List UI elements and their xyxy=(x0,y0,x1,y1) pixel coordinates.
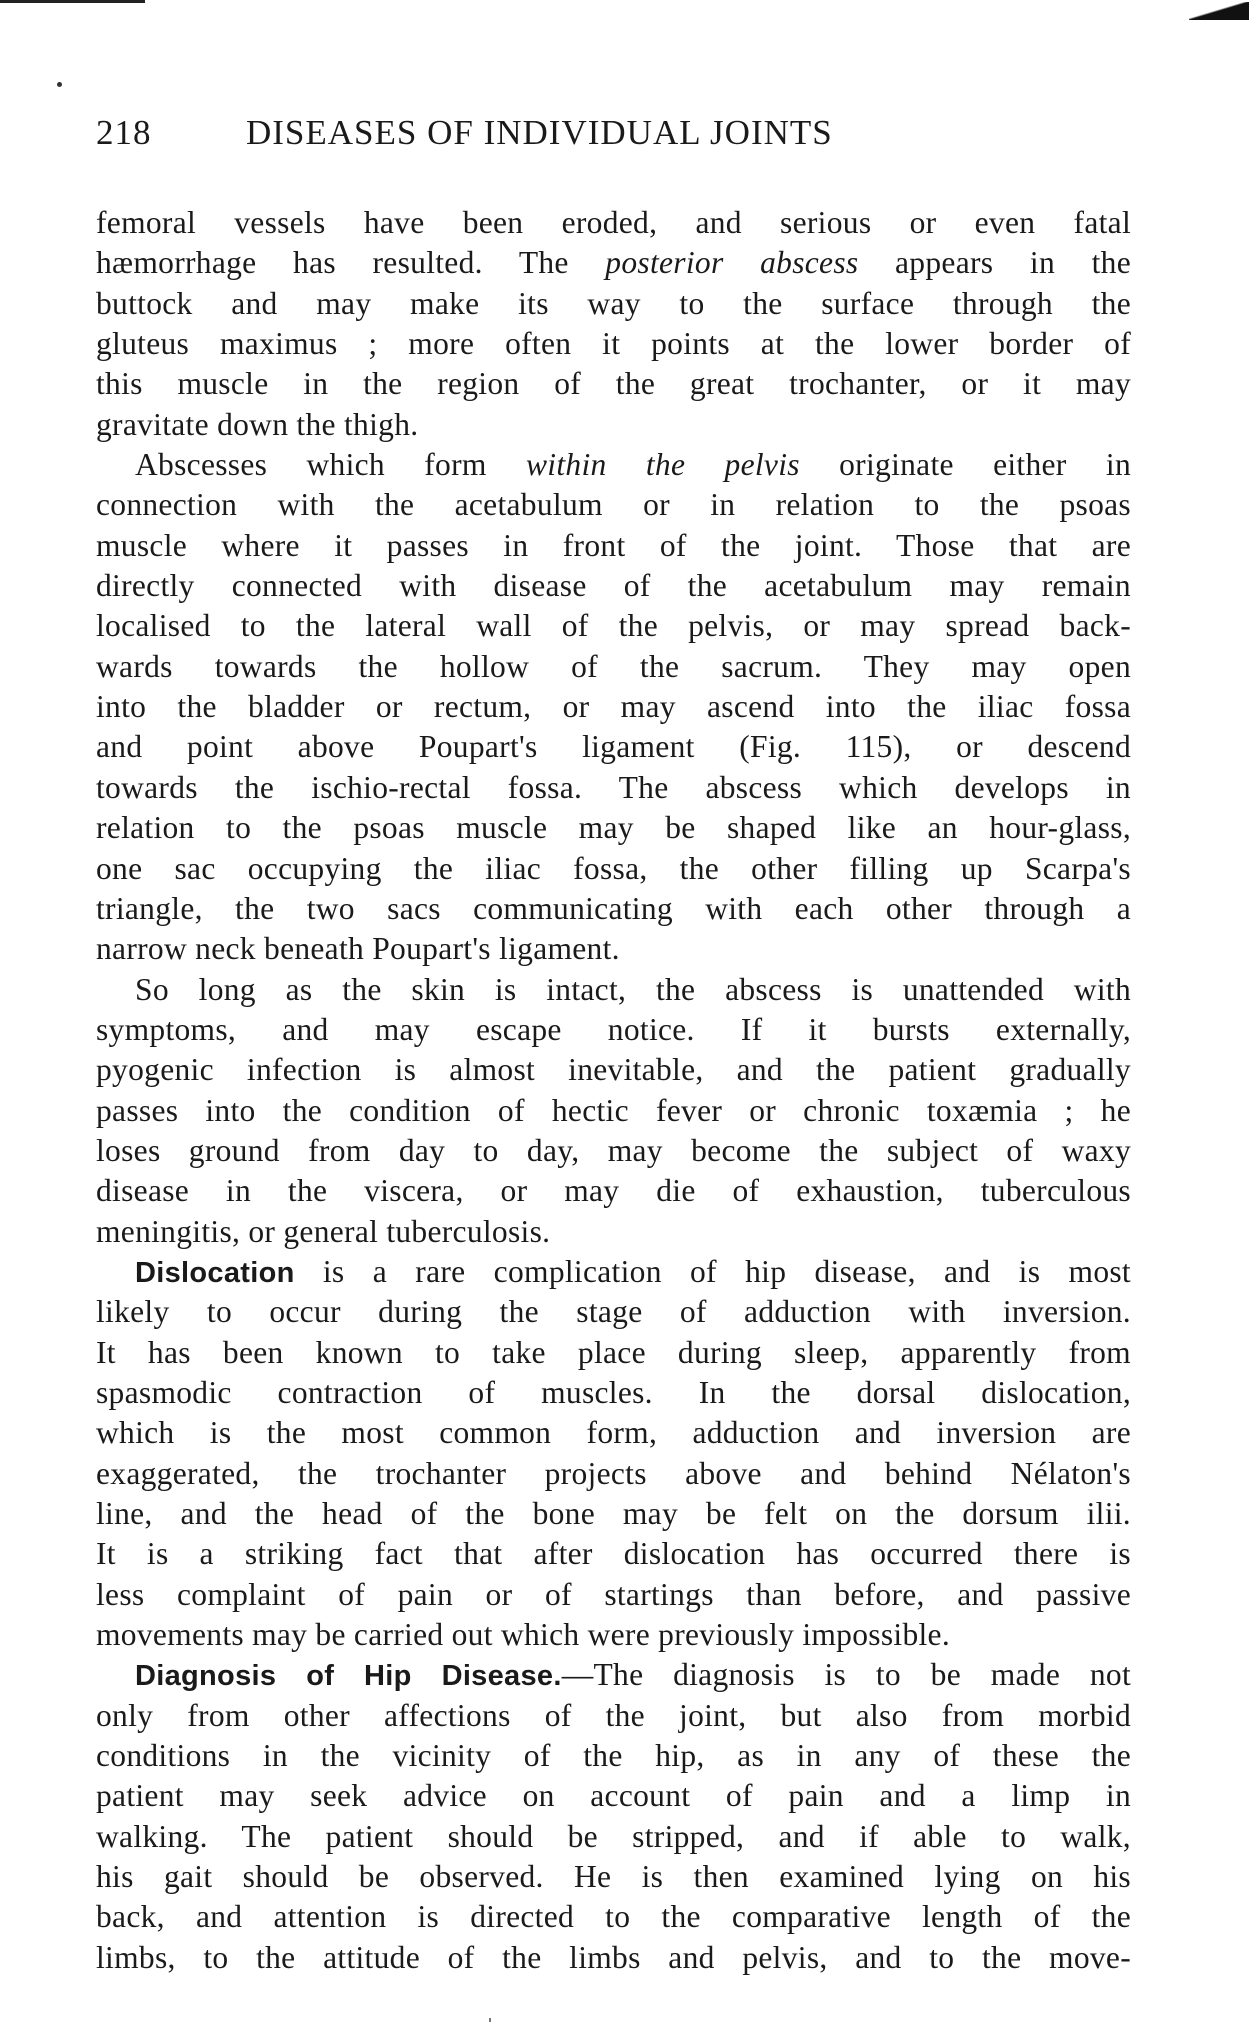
scan-edge-mark-left xyxy=(0,0,145,3)
text-line: disease in the viscera, or may die of exhaustion, tuberculous xyxy=(96,1173,1131,1209)
text-line: likely to occur during the stage of adduction with inversion. xyxy=(96,1294,1131,1330)
paragraph-start: So long as the skin is intact, the abscess is unattended with xyxy=(135,971,1131,1007)
bold-term-diagnosis-of-hip-disease: Diagnosis of Hip Disease. xyxy=(135,1660,562,1693)
text-line: It has been known to take place during sleep, apparently from xyxy=(96,1334,1131,1370)
text-line: localised to the lateral wall of the pelvis, or may spread back- xyxy=(96,608,1131,644)
text-line: into the bladder or rectum, or may ascend into the iliac fossa xyxy=(96,689,1131,725)
text-line: conditions in the vicinity of the hip, as in any of these the xyxy=(96,1738,1131,1774)
text-line: triangle, the two sacs communicating with each other through a xyxy=(96,890,1131,926)
running-header xyxy=(96,113,1136,163)
body-text xyxy=(96,203,1131,1978)
text-line: pyogenic infection is almost inevitable, and the patient gradually xyxy=(96,1052,1131,1088)
text-line: movements may be carried out which were previously impossible. xyxy=(96,1617,951,1653)
text-line: spasmodic contraction of muscles. In the dorsal dislocation, xyxy=(96,1374,1131,1410)
text-line: gluteus maximus ; more often it points at the lower border of xyxy=(96,326,1131,362)
ink-speck xyxy=(489,2018,491,2022)
ink-speck xyxy=(57,82,62,87)
bold-term-dislocation: Dislocation xyxy=(135,1256,295,1289)
text-line: symptoms, and may escape notice. If it bursts externally, xyxy=(96,1011,1131,1047)
text-line: this muscle in the region of the great trochanter, or it may xyxy=(96,366,1131,402)
text-line: loses ground from day to day, may become the subject of waxy xyxy=(96,1132,1131,1168)
text-line: limbs, to the attitude of the limbs and pelvis, and to the move- xyxy=(96,1939,1131,1975)
text-line: narrow neck beneath Poupart's ligament. xyxy=(96,931,620,967)
text-line: It is a striking fact that after dislocation has occurred there is xyxy=(96,1536,1131,1572)
text-line: line, and the head of the bone may be felt on the dorsum ilii. xyxy=(96,1496,1131,1531)
running-title: DISEASES OF INDIVIDUAL JOINTS xyxy=(246,113,833,152)
text-line: gravitate down the thigh. xyxy=(96,406,419,442)
text-line: which is the most common form, adduction and inversion are xyxy=(96,1415,1131,1451)
text-line: patient may seek advice on account of pain and a limp in xyxy=(96,1778,1131,1814)
text-line: exaggerated, the trochanter projects above and behind Nélaton's xyxy=(96,1455,1131,1491)
text-line: back, and attention is directed to the comparative length of the xyxy=(96,1899,1131,1935)
text-line: connection with the acetabulum or in relation to the psoas xyxy=(96,487,1131,523)
paragraph-start: Abscesses which form within the pelvis originate either in xyxy=(135,447,1131,483)
scan-edge-mark-right xyxy=(1189,2,1249,20)
text-line: muscle where it passes in front of the joint. Those that are xyxy=(96,527,1131,563)
text-line: one sac occupying the iliac fossa, the other filling up Scarpa's xyxy=(96,850,1131,886)
text-line: walking. The patient should be stripped, and if able to walk, xyxy=(96,1818,1131,1854)
text-line: buttock and may make its way to the surface through the xyxy=(96,285,1131,321)
text-line: wards towards the hollow of the sacrum. They may open xyxy=(96,648,1131,684)
text-line: hæmorrhage has resulted. The posterior abscess appears in the xyxy=(96,245,1131,281)
text-line: only from other affections of the joint, but also from morbid xyxy=(96,1697,1131,1733)
text-line: meningitis, or general tuberculosis. xyxy=(96,1213,551,1249)
text-line: towards the ischio-rectal fossa. The abscess which develops in xyxy=(96,769,1131,805)
page-number: 218 xyxy=(96,113,152,152)
text-line: less complaint of pain or of startings than before, and passive xyxy=(96,1576,1131,1612)
italic-term-within-the-pelvis: within the pelvis xyxy=(526,447,800,483)
text-line: femoral vessels have been eroded, and serious or even fatal xyxy=(96,205,1131,240)
paragraph-start: Dislocation is a rare complication of hip disease, and is most xyxy=(135,1253,1131,1289)
text-line: and point above Poupart's ligament (Fig. 115), or descend xyxy=(96,729,1131,765)
text-line: passes into the condition of hectic fever or chronic toxæmia ; he xyxy=(96,1092,1131,1128)
text-line: directly connected with disease of the acetabulum may remain xyxy=(96,568,1131,604)
text-line: his gait should be observed. He is then examined lying on his xyxy=(96,1859,1131,1895)
italic-term-posterior-abscess: posterior abscess xyxy=(605,245,859,281)
text-line: relation to the psoas muscle may be shaped like an hour-glass, xyxy=(96,810,1131,846)
paragraph-start: Diagnosis of Hip Disease.—The diagnosis is to be made not xyxy=(135,1657,1131,1693)
